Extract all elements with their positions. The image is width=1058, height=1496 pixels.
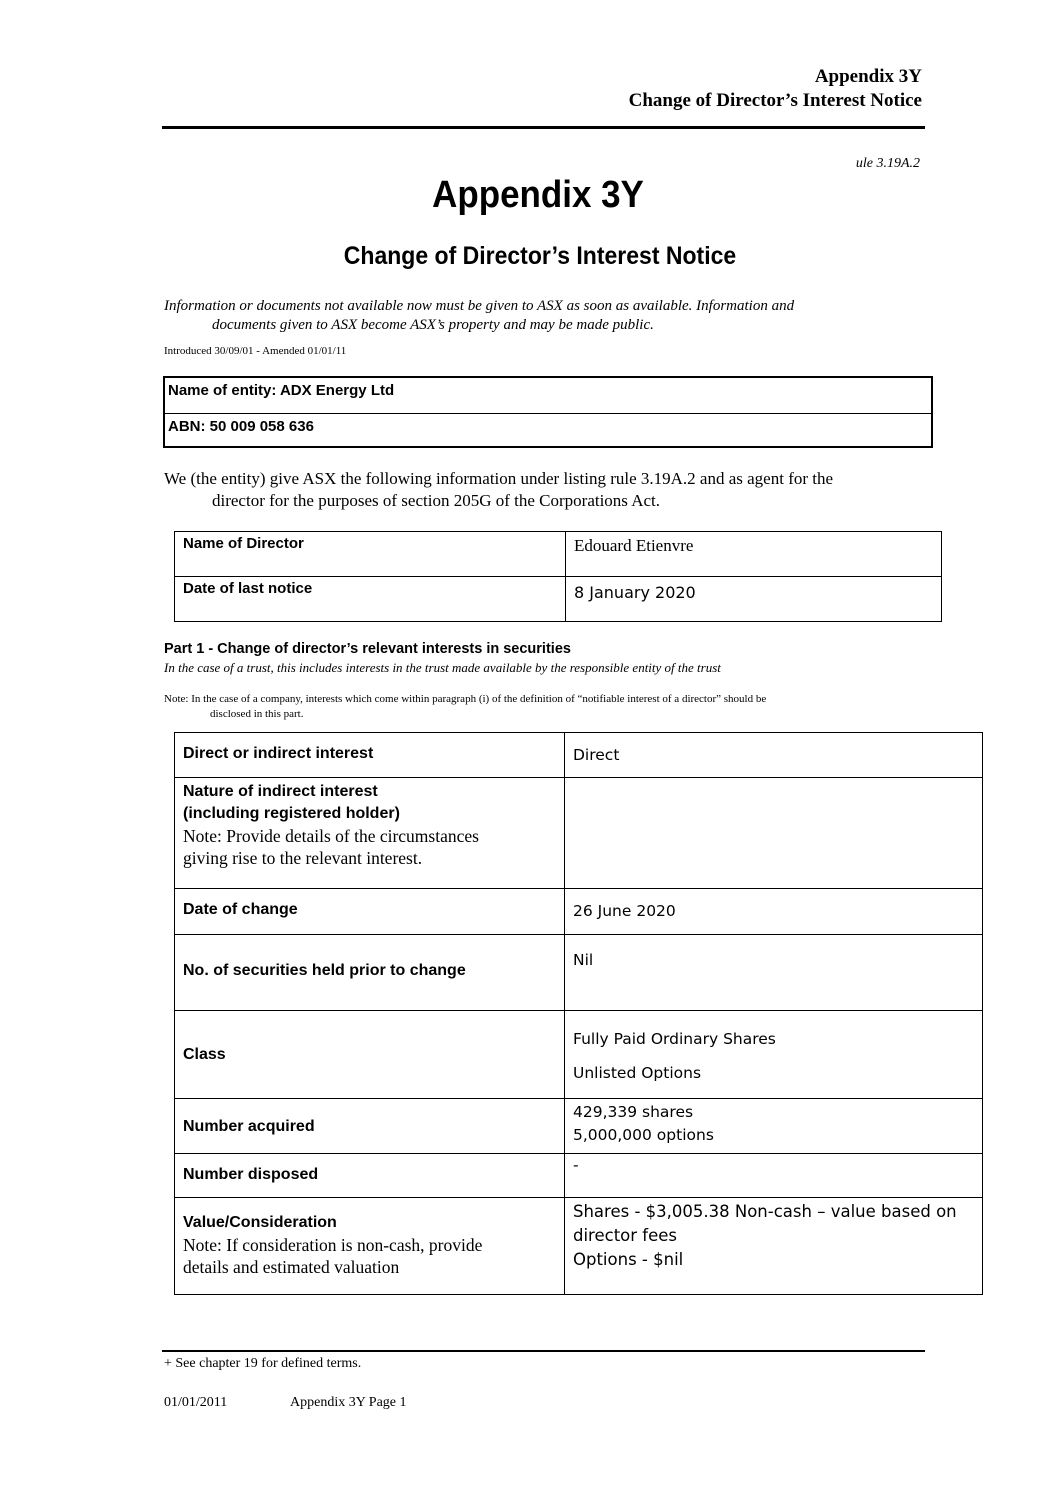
statement-line-1: We (the entity) give ASX the following information under listing rule 3.19A.2 and as agent for the — [164, 469, 834, 488]
introduced-amended: Introduced 30/09/01 - Amended 01/01/11 — [164, 345, 347, 357]
nature-note-line-1: Note: Provide details of the circumstances — [183, 826, 479, 846]
last-notice-label: Date of last notice — [183, 580, 313, 597]
entity-abn: ABN: 50 009 058 636 — [168, 418, 314, 435]
table-row — [175, 1011, 983, 1099]
value-label: Value/Consideration — [183, 1214, 337, 1231]
table-row — [175, 889, 983, 935]
part1-note-line-2: disclosed in this part. — [210, 708, 304, 720]
part1-note-line-1: Note: In the case of a company, interests which come within paragraph (i) of the definition of “notifiable interest of a director” should be — [164, 693, 767, 705]
nature-note-line-2: giving rise to the relevant interest. — [183, 848, 423, 868]
value-value-line-1: Shares - $3,005.38 Non-cash – value based on — [573, 1202, 957, 1221]
disposed-label-cell — [175, 1154, 565, 1198]
nature-value — [565, 778, 982, 790]
value-note-line-1: Note: If consideration is non-cash, provide — [183, 1235, 483, 1255]
part1-note — [164, 692, 924, 722]
director-name-value: Edouard Etienvre — [574, 536, 694, 555]
prior-label-cell — [175, 935, 565, 1011]
table-row — [175, 1198, 983, 1295]
disposed-value-cell — [565, 1154, 983, 1198]
entity-abn-row — [165, 414, 931, 449]
direct-value: Direct — [573, 746, 620, 764]
footer-terms: + See chapter 19 for defined terms. — [164, 1356, 362, 1371]
page-title: Appendix 3Y — [432, 174, 644, 216]
director-name-label-cell — [175, 532, 566, 577]
table-row — [175, 778, 983, 889]
date-change-label-cell — [175, 889, 565, 935]
nature-label-line-1: Nature of indirect interest — [183, 783, 378, 800]
director-name-value-cell — [566, 532, 942, 577]
footer-page: Appendix 3Y Page 1 — [290, 1395, 407, 1410]
header-doc-title: Change of Director’s Interest Notice — [628, 90, 922, 111]
last-notice-value-cell — [566, 577, 942, 622]
value-value-line-2: director fees — [573, 1226, 678, 1245]
part1-heading: Part 1 - Change of director’s relevant interests in securities — [164, 641, 571, 657]
header-appendix: Appendix 3Y — [814, 66, 922, 87]
director-table — [174, 531, 942, 622]
footer-divider — [162, 1350, 925, 1352]
table-row — [175, 1099, 983, 1154]
value-label-cell — [175, 1198, 565, 1295]
rule-reference: ule 3.19A.2 — [855, 156, 920, 171]
value-note-line-2: details and estimated valuation — [183, 1257, 400, 1277]
acquired-value-line-2: 5,000,000 options — [573, 1126, 714, 1144]
nature-value-cell — [565, 778, 983, 889]
acquired-label: Number acquired — [183, 1118, 315, 1135]
prior-label: No. of securities held prior to change — [183, 962, 466, 979]
statement-paragraph — [164, 468, 924, 512]
class-value-cell — [565, 1011, 983, 1099]
acquired-label-cell — [175, 1099, 565, 1154]
footer-date: 01/01/2011 — [164, 1395, 228, 1410]
acquired-value-line-1: 429,339 shares — [573, 1103, 694, 1121]
part1-subheading: In the case of a trust, this includes interests in the trust made available by the responsible entity of the trust — [164, 660, 721, 675]
prior-value: Nil — [573, 951, 594, 969]
direct-value-cell — [565, 733, 983, 778]
direct-label: Direct or indirect interest — [183, 745, 374, 762]
table-row — [175, 733, 983, 778]
header-divider — [162, 126, 925, 129]
info-paragraph — [164, 297, 924, 335]
table-row — [175, 1154, 983, 1198]
table-row — [175, 935, 983, 1011]
info-line-1: Information or documents not available now must be given to ASX as soon as available. Information and — [164, 298, 795, 314]
prior-value-cell — [565, 935, 983, 1011]
class-value-line-2: Unlisted Options — [573, 1064, 702, 1082]
last-notice-value: 8 January 2020 — [574, 583, 696, 602]
statement-line-2: director for the purposes of section 205G of the Corporations Act. — [212, 491, 661, 510]
disposed-value: - — [573, 1156, 579, 1174]
director-name-label: Name of Director — [183, 535, 304, 552]
class-label-cell — [175, 1011, 565, 1099]
date-change-value: 26 June 2020 — [573, 902, 676, 920]
page-subtitle: Change of Director’s Interest Notice — [343, 242, 737, 270]
disposed-label: Number disposed — [183, 1166, 319, 1183]
info-line-2: documents given to ASX become ASX’s property and may be made public. — [212, 317, 654, 333]
date-change-label: Date of change — [183, 901, 298, 918]
acquired-value-cell — [565, 1099, 983, 1154]
direct-label-cell — [175, 733, 565, 778]
entity-name-row — [165, 378, 931, 414]
last-notice-label-cell — [175, 577, 566, 622]
class-label: Class — [183, 1046, 226, 1063]
nature-label-cell — [175, 778, 565, 889]
nature-label-line-2: (including registered holder) — [183, 805, 400, 822]
value-value-cell — [565, 1198, 983, 1295]
value-value-line-3: Options - $nil — [573, 1250, 684, 1269]
interest-table — [174, 732, 983, 1295]
date-change-value-cell — [565, 889, 983, 935]
entity-name: Name of entity: ADX Energy Ltd — [168, 382, 395, 399]
entity-box — [163, 376, 933, 448]
class-value-line-1: Fully Paid Ordinary Shares — [573, 1030, 776, 1048]
